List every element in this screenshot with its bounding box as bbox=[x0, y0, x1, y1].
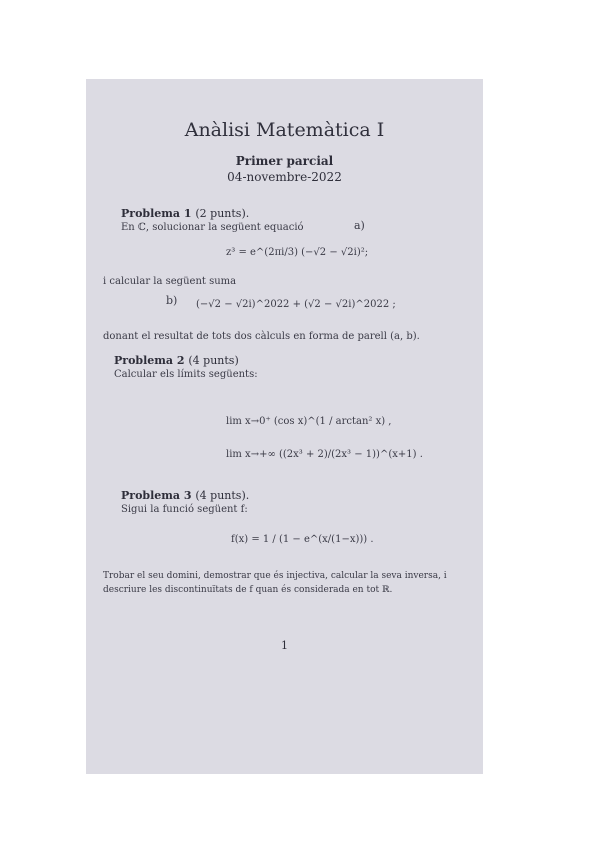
problem-1-closing: donant el resultat de tots dos càlculs en forma de parell (a, b). bbox=[103, 331, 420, 342]
problem-1-statement: En ℂ, solucionar la següent equació bbox=[121, 222, 304, 233]
limit-1: lim x→0⁺ (cos x)^(1 / arctan² x) , bbox=[226, 416, 392, 427]
exam-date: 04-novembre-2022 bbox=[227, 170, 342, 184]
exam-subtitle: Primer parcial bbox=[235, 154, 334, 168]
limit-2: lim x→+∞ ((2x³ + 2)/(2x³ − 1))^(x+1) . bbox=[226, 449, 423, 460]
problem-3-task-line-1: Trobar el seu domini, demostrar que és injectiva, calcular la seva inversa, i bbox=[103, 571, 447, 581]
handwritten-label-a: a) bbox=[354, 219, 365, 232]
problem-2-heading bbox=[114, 354, 239, 367]
function-definition: f(x) = 1 / (1 − e^(x/(1−x))) . bbox=[231, 534, 374, 545]
document-title: Anàlisi Matemàtica I bbox=[184, 119, 385, 141]
page-number: 1 bbox=[281, 639, 288, 652]
problem-1-heading bbox=[121, 207, 249, 220]
equation-b: (−√2 − √2i)^2022 + (√2 − √2i)^2022 ; bbox=[196, 299, 396, 310]
problem-2-statement: Calcular els límits següents: bbox=[114, 369, 258, 380]
problem-3-title: Problema 3 bbox=[121, 489, 192, 502]
problem-3-heading bbox=[121, 489, 249, 502]
problem-1-title: Problema 1 bbox=[121, 207, 192, 220]
problem-1-middle-text: i calcular la següent suma bbox=[103, 276, 237, 287]
handwritten-label-b: b) bbox=[166, 294, 178, 307]
paper-sheet bbox=[86, 79, 483, 774]
problem-2-title: Problema 2 bbox=[114, 354, 185, 367]
problem-3-points: (4 punts). bbox=[195, 489, 250, 502]
equation-a: z³ = e^(2πi/3) (−√2 − √2i)²; bbox=[226, 247, 369, 258]
problem-2-points: (4 punts) bbox=[188, 354, 239, 367]
problem-3-task-line-2: descriure les discontinuïtats de f quan és considerada en tot ℝ. bbox=[103, 585, 393, 595]
problem-3-statement: Sigui la funció següent f: bbox=[121, 504, 248, 515]
problem-1-points: (2 punts). bbox=[195, 207, 250, 220]
